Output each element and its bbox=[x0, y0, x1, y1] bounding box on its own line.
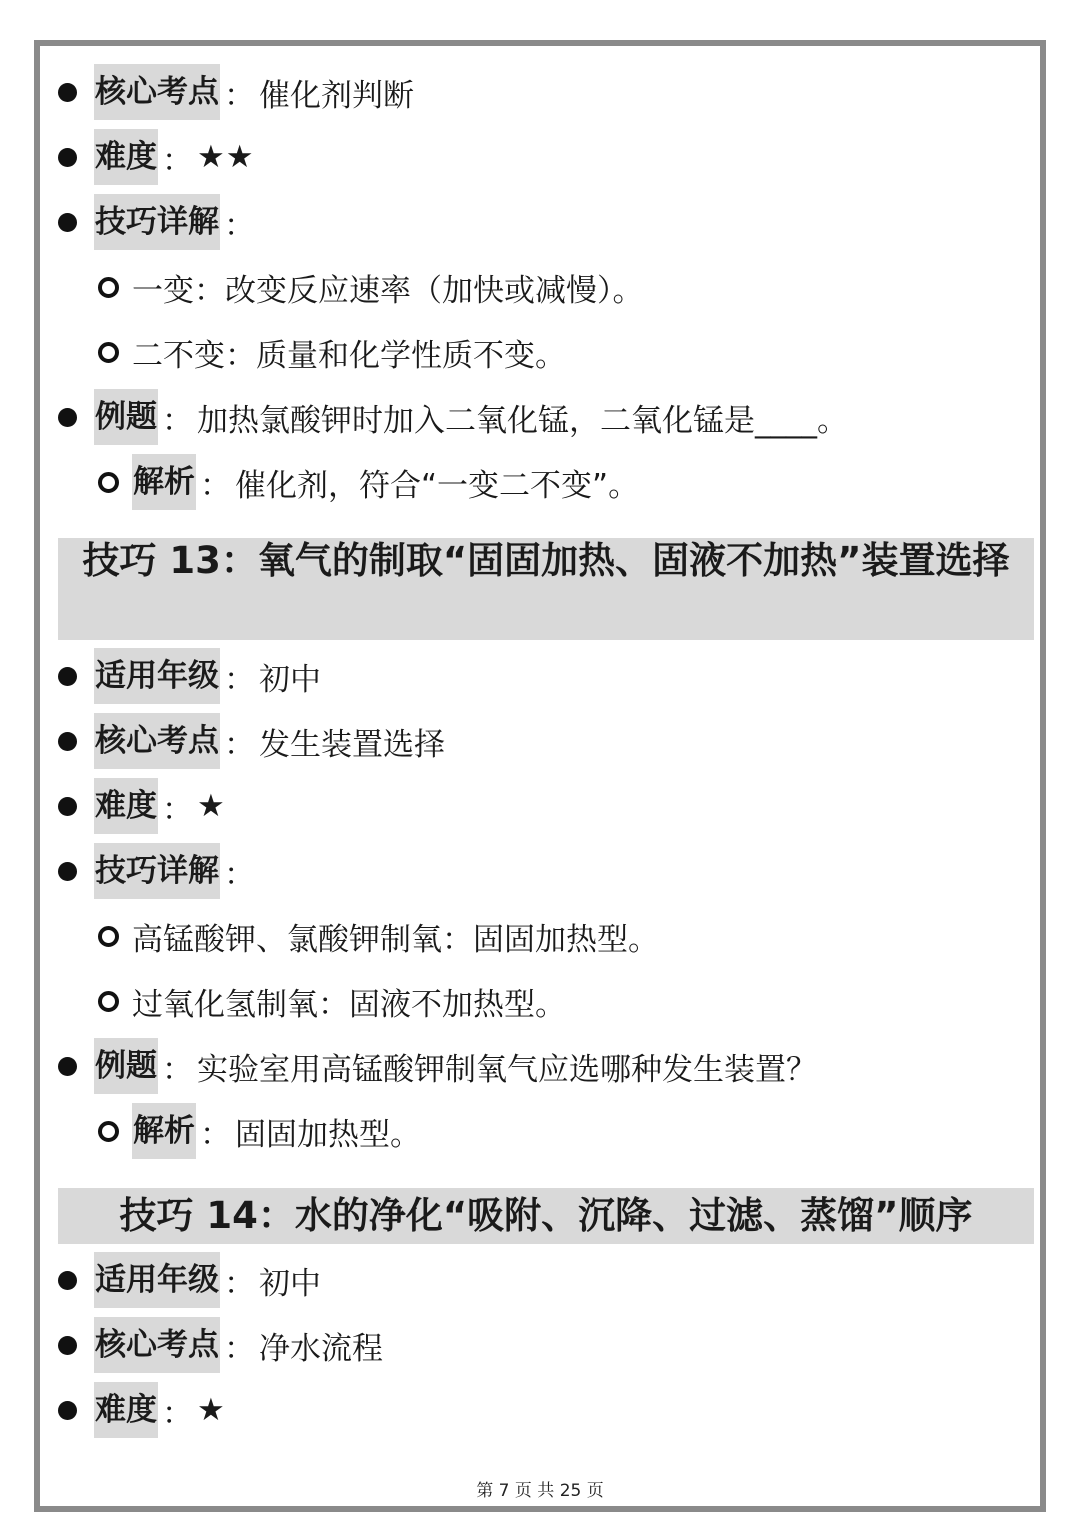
analysis-text: 催化剂，符合“一变二不变”。 bbox=[235, 467, 640, 504]
example-item bbox=[58, 389, 848, 445]
core-point-item bbox=[58, 1317, 383, 1373]
colon: ： bbox=[224, 661, 255, 698]
page-footer: 第 7 页 共 25 页 bbox=[476, 1481, 604, 1501]
detail-sub-item bbox=[98, 324, 566, 380]
colon: ： bbox=[162, 142, 193, 179]
example-text: 加热氯酸钾时加入二氧化锰，二氧化锰是____。 bbox=[197, 402, 848, 439]
core-point-label: 核心考点 bbox=[94, 64, 220, 120]
colon: ： bbox=[224, 1265, 255, 1302]
circle-bullet-icon bbox=[98, 991, 119, 1012]
example-text: 实验室用高锰酸钾制氧气应选哪种发生装置？ bbox=[197, 1051, 817, 1088]
circle-bullet-icon bbox=[98, 472, 119, 493]
bullet-icon bbox=[58, 797, 77, 816]
circle-bullet-icon bbox=[98, 926, 119, 947]
core-point-value: 发生装置选择 bbox=[259, 726, 445, 763]
grade-value: 初中 bbox=[259, 1265, 321, 1302]
core-point-label: 核心考点 bbox=[94, 1317, 220, 1373]
difficulty-label: 难度 bbox=[94, 1382, 158, 1438]
analysis-label: 解析 bbox=[132, 1103, 196, 1159]
colon: ： bbox=[224, 856, 255, 893]
core-point-item bbox=[58, 64, 414, 120]
difficulty-item bbox=[58, 778, 226, 834]
example-label: 例题 bbox=[94, 389, 158, 445]
grade-item bbox=[58, 1252, 321, 1308]
example-label: 例题 bbox=[94, 1038, 158, 1094]
bullet-icon bbox=[58, 1401, 77, 1420]
bullet-icon bbox=[58, 667, 77, 686]
circle-bullet-icon bbox=[98, 1121, 119, 1142]
detail-label: 技巧详解 bbox=[94, 843, 220, 899]
detail-sub-item bbox=[98, 259, 644, 315]
analysis-label: 解析 bbox=[132, 454, 196, 510]
section-heading: 技巧 14：水的净化“吸附、沉降、过滤、蒸馏”顺序 bbox=[58, 1188, 1034, 1244]
detail-sub-text: 一变：改变反应速率（加快或减慢）。 bbox=[132, 272, 644, 309]
core-point-value: 净水流程 bbox=[259, 1330, 383, 1367]
colon: ： bbox=[162, 1395, 193, 1432]
grade-item bbox=[58, 648, 321, 704]
colon: ： bbox=[162, 402, 193, 439]
core-point-label: 核心考点 bbox=[94, 713, 220, 769]
detail-sub-text: 过氧化氢制氧：固液不加热型。 bbox=[132, 986, 566, 1023]
circle-bullet-icon bbox=[98, 342, 119, 363]
bullet-icon bbox=[58, 1057, 77, 1076]
colon: ： bbox=[224, 1330, 255, 1367]
difficulty-item bbox=[58, 1382, 226, 1438]
grade-value: 初中 bbox=[259, 661, 321, 698]
colon: ： bbox=[200, 1116, 231, 1153]
grade-label: 适用年级 bbox=[94, 648, 220, 704]
difficulty-label: 难度 bbox=[94, 778, 158, 834]
example-item bbox=[58, 1038, 817, 1094]
difficulty-item bbox=[58, 129, 255, 185]
page-frame bbox=[34, 40, 1046, 1512]
colon: ： bbox=[162, 791, 193, 828]
colon: ： bbox=[200, 467, 231, 504]
bullet-icon bbox=[58, 862, 77, 881]
core-point-value: 催化剂判断 bbox=[259, 77, 414, 114]
colon: ： bbox=[224, 77, 255, 114]
colon: ： bbox=[224, 207, 255, 244]
analysis-item bbox=[98, 454, 639, 510]
bullet-icon bbox=[58, 1336, 77, 1355]
bullet-icon bbox=[58, 148, 77, 167]
bullet-icon bbox=[58, 408, 77, 427]
bullet-icon bbox=[58, 732, 77, 751]
difficulty-stars: ★ bbox=[197, 788, 226, 824]
difficulty-stars: ★ bbox=[197, 1392, 226, 1428]
colon: ： bbox=[162, 1051, 193, 1088]
detail-sub-item bbox=[98, 908, 659, 964]
detail-item bbox=[58, 194, 259, 250]
difficulty-stars: ★★ bbox=[197, 139, 255, 175]
core-point-item bbox=[58, 713, 445, 769]
bullet-icon bbox=[58, 83, 77, 102]
difficulty-label: 难度 bbox=[94, 129, 158, 185]
detail-label: 技巧详解 bbox=[94, 194, 220, 250]
bullet-icon bbox=[58, 1271, 77, 1290]
section-heading: 技巧 13：氧气的制取“固固加热、固液不加热”装置选择 bbox=[58, 538, 1034, 640]
analysis-text: 固固加热型。 bbox=[235, 1116, 421, 1153]
colon: ： bbox=[224, 726, 255, 763]
detail-sub-item bbox=[98, 973, 566, 1029]
detail-sub-text: 二不变：质量和化学性质不变。 bbox=[132, 337, 566, 374]
circle-bullet-icon bbox=[98, 277, 119, 298]
bullet-icon bbox=[58, 213, 77, 232]
detail-sub-text: 高锰酸钾、氯酸钾制氧：固固加热型。 bbox=[132, 921, 659, 958]
analysis-item bbox=[98, 1103, 421, 1159]
grade-label: 适用年级 bbox=[94, 1252, 220, 1308]
detail-item bbox=[58, 843, 259, 899]
